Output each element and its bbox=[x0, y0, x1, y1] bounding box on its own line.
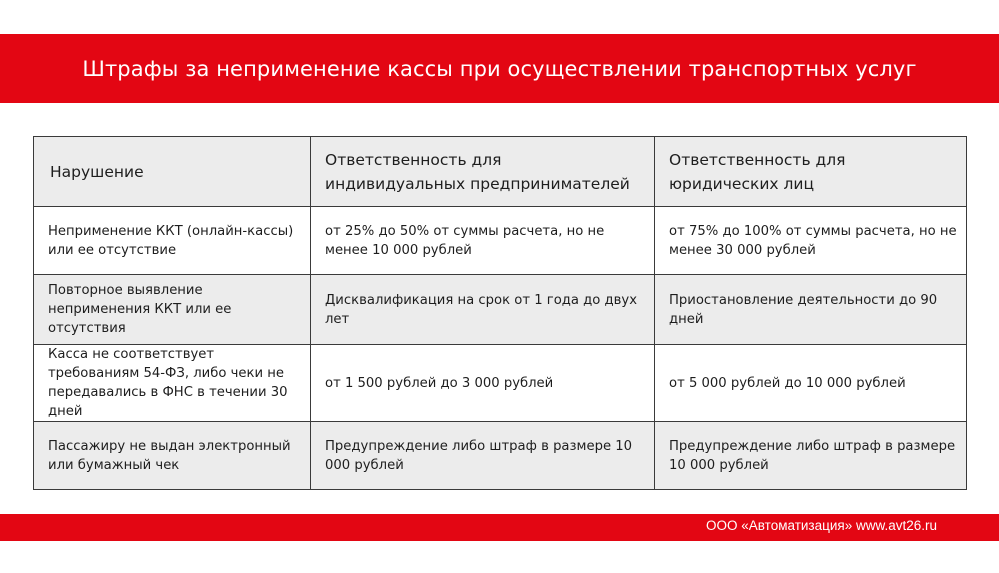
cell-violation: Неприменение ККТ (онлайн-кассы) или ее отсутствие bbox=[34, 207, 311, 275]
cell-individual: Дисквалификация на срок от 1 года до двух лет bbox=[311, 275, 655, 345]
table-row bbox=[34, 207, 967, 275]
column-header-violation: Нарушение bbox=[34, 137, 311, 207]
cell-legal: от 75% до 100% от суммы расчета, но не менее 30 000 рублей bbox=[655, 207, 967, 275]
footer-banner bbox=[0, 514, 999, 541]
title-banner bbox=[0, 34, 999, 103]
table-row bbox=[34, 422, 967, 490]
cell-individual: от 1 500 рублей до 3 000 рублей bbox=[311, 345, 655, 422]
table-header-row bbox=[34, 137, 967, 207]
cell-violation: Пассажиру не выдан электронный или бумажный чек bbox=[34, 422, 311, 490]
cell-individual: Предупреждение либо штраф в размере 10 000 рублей bbox=[311, 422, 655, 490]
cell-legal: Приостановление деятельности до 90 дней bbox=[655, 275, 967, 345]
cell-individual: от 25% до 50% от суммы расчета, но не менее 10 000 рублей bbox=[311, 207, 655, 275]
column-header-individual: Ответственность для индивидуальных предпринимателей bbox=[311, 137, 655, 207]
page-title: Штрафы за неприменение кассы при осуществлении транспортных услуг bbox=[82, 56, 917, 81]
table-row bbox=[34, 275, 967, 345]
column-header-legal: Ответственность для юридических лиц bbox=[655, 137, 967, 207]
table-row bbox=[34, 345, 967, 422]
cell-violation: Касса не соответствует требованиям 54-ФЗ, либо чеки не передавались в ФНС в течении 30 дней bbox=[34, 345, 311, 422]
cell-legal: Предупреждение либо штраф в размере 10 000 рублей bbox=[655, 422, 967, 490]
cell-legal: от 5 000 рублей до 10 000 рублей bbox=[655, 345, 967, 422]
fines-table bbox=[33, 136, 967, 490]
footer-company-text: ООО «Автоматизация» www.avt26.ru bbox=[706, 518, 937, 533]
cell-violation: Повторное выявление неприменения ККТ или ее отсутствия bbox=[34, 275, 311, 345]
